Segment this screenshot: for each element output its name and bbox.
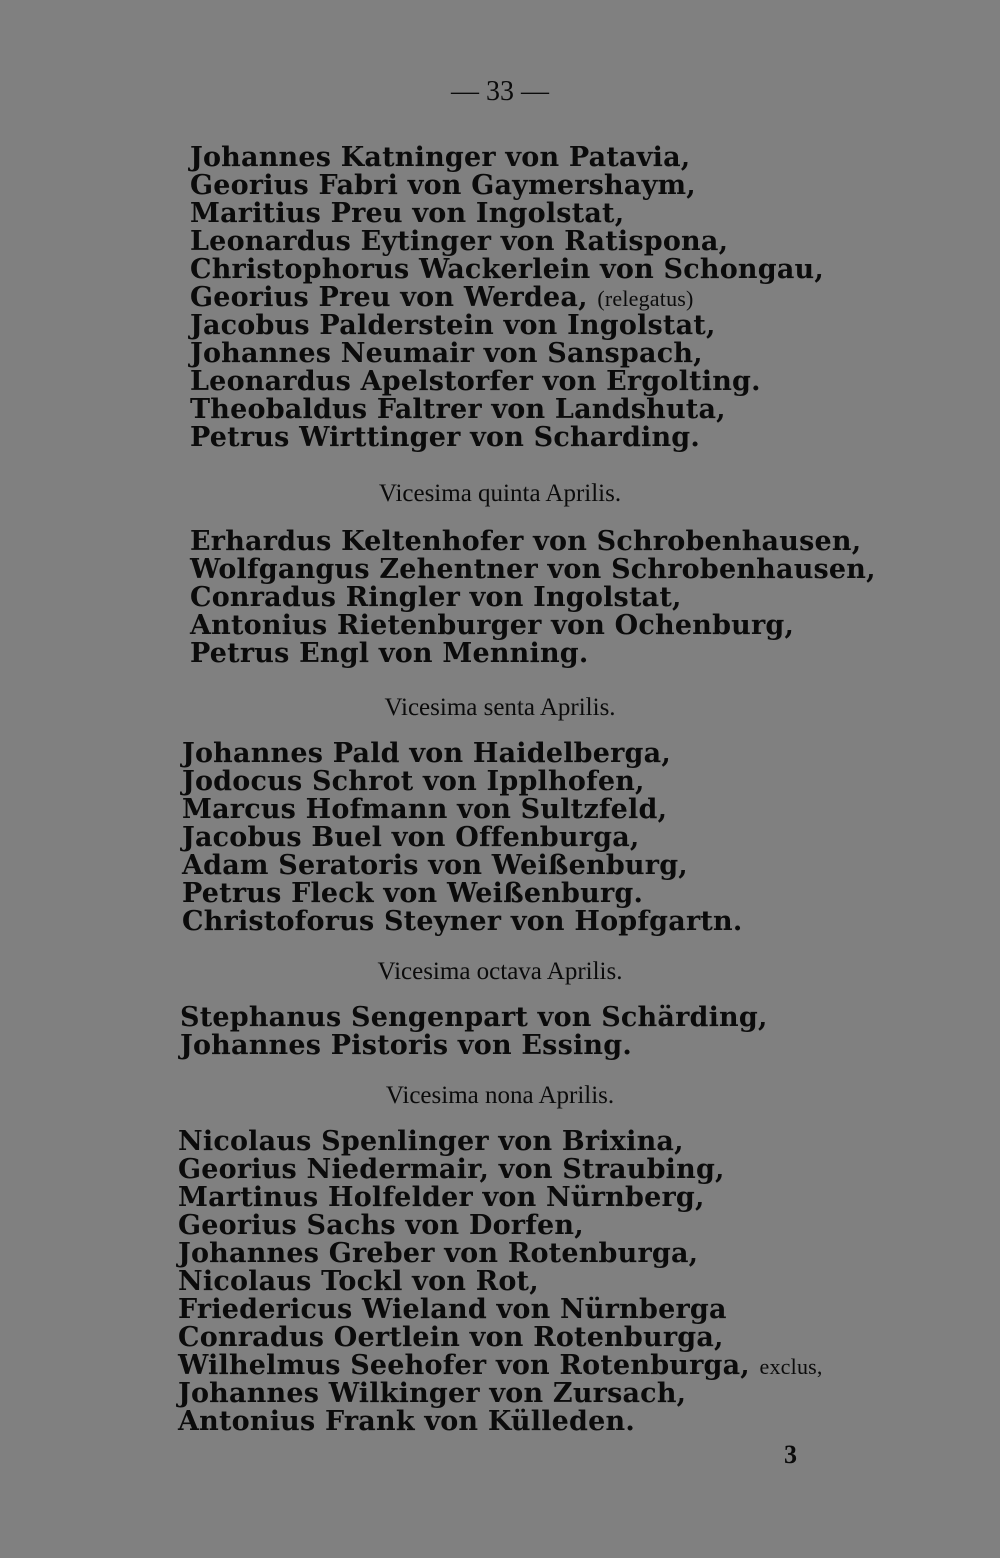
signature-mark: 3 (784, 1440, 797, 1469)
list-item: Antonius Frank von Külleden. (178, 1406, 635, 1437)
list-item: Petrus Wirttinger von Scharding. (190, 422, 700, 453)
list-item: Theobaldus Faltrer von Landshuta, (190, 394, 726, 425)
date-heading: Vicesima nona Aprilis. (385, 1082, 615, 1109)
list-item: Wolfgangus Zehentner von Schrobenhausen, (190, 554, 876, 585)
list-item: Jacobus Buel von Offenburga, (182, 822, 640, 853)
list-item: Jacobus Palderstein von Ingolstat, (190, 310, 716, 341)
list-item: Martinus Holfelder von Nürnberg, (178, 1182, 705, 1213)
list-item: Petrus Fleck von Weißenburg. (182, 878, 644, 909)
list-item: Johannes Katninger von Patavia, (190, 142, 691, 173)
list-item: Johannes Wilkinger von Zursach, (178, 1378, 687, 1409)
list-item: Antonius Rietenburger von Ochenburg, (190, 610, 795, 641)
list-item: Georius Sachs von Dorfen, (178, 1210, 584, 1241)
date-heading: Vicesima octava Aprilis. (377, 958, 623, 985)
list-item: Jodocus Schrot von Ipplhofen, (182, 766, 645, 797)
date-heading: Vicesima quinta Aprilis. (378, 480, 622, 507)
list-item: Friedericus Wieland von Nürnberga (178, 1294, 727, 1325)
list-item: Stephanus Sengenpart von Schärding, (180, 1002, 768, 1033)
list-item: Conradus Ringler von Ingolstat, (190, 582, 682, 613)
list-item: Wilhelmus Seehofer von Rotenburga, exclus, (178, 1350, 823, 1381)
list-item: Maritius Preu von Ingolstat, (190, 198, 625, 229)
list-item: Petrus Engl von Menning. (190, 638, 589, 669)
list-item: Leonardus Eytinger von Ratispona, (190, 226, 729, 257)
list-item: Johannes Greber von Rotenburga, (178, 1238, 699, 1269)
page-number: — 33 — (451, 76, 549, 107)
list-item: Leonardus Apelstorfer von Ergolting. (190, 366, 761, 397)
annotation-note: (relegatus) (597, 286, 694, 311)
list-item: Conradus Oertlein von Rotenburga, (178, 1322, 724, 1353)
list-item: Johannes Neumair von Sanspach, (190, 338, 703, 369)
list-item: Nicolaus Tockl von Rot, (178, 1266, 539, 1297)
list-item: Nicolaus Spenlinger von Brixina, (178, 1126, 684, 1157)
list-item: Johannes Pald von Haidelberga, (182, 738, 671, 769)
list-item: Georius Preu von Werdea, (relegatus) (190, 282, 694, 313)
list-item: Johannes Pistoris von Essing. (180, 1030, 632, 1061)
list-item: Adam Seratoris von Weißenburg, (182, 850, 688, 881)
annotation-note: exclus, (759, 1354, 823, 1379)
list-item: Christophorus Wackerlein von Schongau, (190, 254, 824, 285)
date-heading: Vicesima senta Aprilis. (384, 694, 616, 721)
list-item: Georius Fabri von Gaymershaym, (190, 170, 696, 201)
list-item: Georius Niedermair, von Straubing, (178, 1154, 725, 1185)
list-item: Christoforus Steyner von Hopfgartn. (182, 906, 743, 937)
list-item: Marcus Hofmann von Sultzfeld, (182, 794, 668, 825)
list-item: Erhardus Keltenhofer von Schrobenhausen, (190, 526, 862, 557)
